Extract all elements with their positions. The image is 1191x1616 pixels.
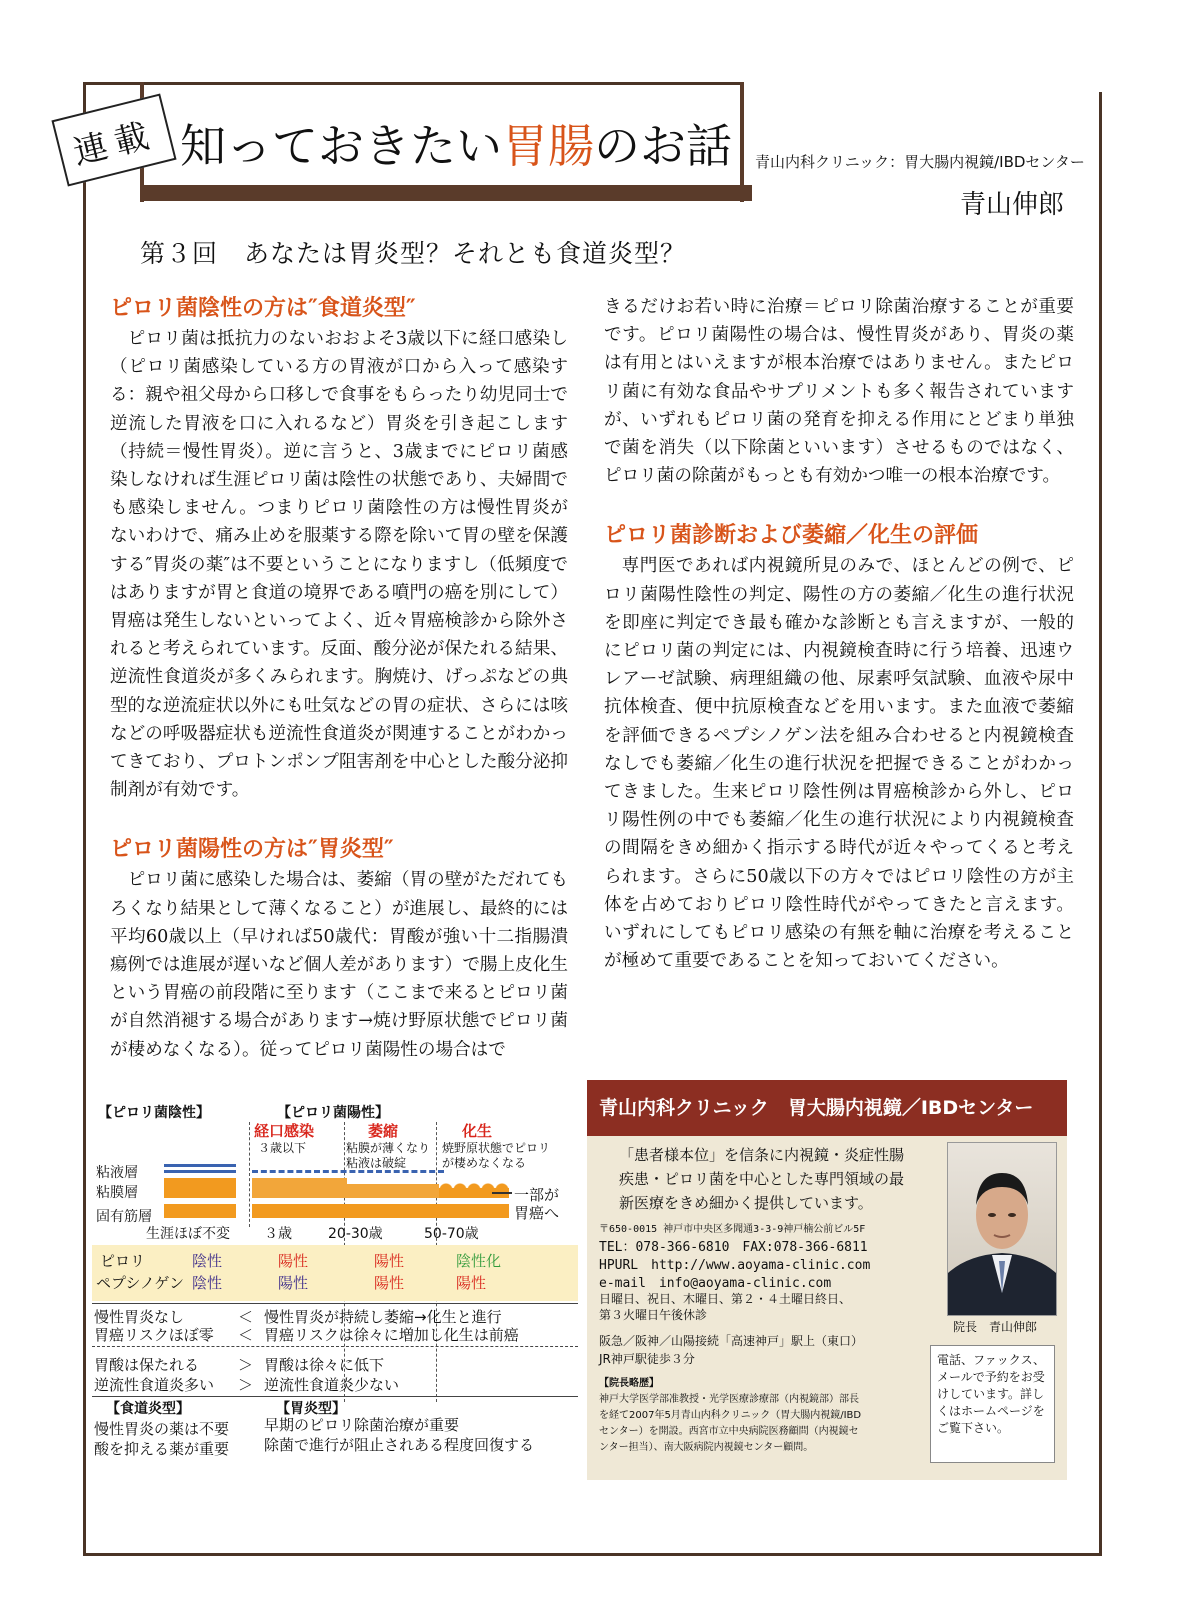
age-3: ３歳 — [264, 1226, 292, 1242]
neg-pylori: 陰性 — [192, 1252, 223, 1270]
series-tag: 連載 — [51, 93, 176, 186]
s2-pylori: 陽性 — [374, 1252, 405, 1270]
issue-title: 第３回 あなたは胃炎型？それとも食道炎型？ — [140, 239, 687, 268]
clinic-desc-1: 「患者様本位」を信条に内視鏡・炎症性腸 — [619, 1146, 905, 1164]
cmp4-sign: ＞ — [238, 1376, 254, 1394]
type-r2: 除菌で進行が阻止されある程度回復する — [264, 1436, 535, 1454]
s1-pylori: 陽性 — [278, 1252, 309, 1270]
separator-2 — [92, 1346, 578, 1348]
layer-muscle-label: 固有筋層 — [96, 1209, 152, 1225]
type-r1: 早期のピロリ除菌治療が重要 — [264, 1416, 460, 1434]
portrait-icon — [948, 1143, 1056, 1315]
layer-mucus-label: 粘液層 — [96, 1165, 138, 1181]
clinic-access-1: 阪急／阪神／山陽接続「高速神戸」駅上（東口） — [599, 1334, 864, 1348]
clinic-address: 〒650-0015 神戸市中央区多聞通3-3-9神戸楠公前ビル5F — [599, 1224, 866, 1235]
cmp3-right: 胃酸は徐々に低下 — [264, 1356, 385, 1374]
age-20-30: 20-30歳 — [328, 1226, 383, 1242]
cancer-label-1: 一部が — [514, 1186, 560, 1204]
title-box-right-border — [740, 82, 744, 202]
bio-header: 【院長略歴】 — [599, 1378, 659, 1389]
photo-caption: 院長 青山伸郎 — [953, 1320, 1038, 1334]
clinic-url: HPURL http://www.aoyama-clinic.com — [599, 1258, 871, 1273]
pos-mucus-dashed — [252, 1170, 444, 1177]
neg-mucus-line-1 — [164, 1164, 236, 1167]
bio-line-4: ンター担当）、南大阪病院内視鏡センター顧問。 — [599, 1442, 814, 1453]
cmp4-right: 逆流性食道炎少ない — [264, 1376, 400, 1394]
cancer-arrow — [492, 1192, 512, 1194]
cmp3-left: 胃酸は保たれる — [94, 1356, 200, 1374]
title-post: のお話 — [594, 119, 732, 173]
right-column — [604, 293, 1074, 975]
cmp3-sign: ＞ — [238, 1356, 254, 1374]
clinic-tel: TEL：078-366-6810 FAX:078-366-6811 — [599, 1240, 868, 1255]
bio-line-1: 神戸大学医学部准教授・光学医療診療部（内視鏡部）部長 — [599, 1394, 859, 1405]
pos-muscle — [252, 1204, 509, 1218]
director-photo — [947, 1142, 1057, 1316]
cancer-label-2: 胃癌へ — [514, 1204, 560, 1222]
type-l2: 酸を抑える薬が重要 — [94, 1440, 230, 1458]
separator-3 — [92, 1396, 578, 1397]
clinic-subtitle: 青山内科クリニック：胃大腸内視鏡/IBDセンター — [755, 153, 1085, 171]
row-pylori-label: ピロリ — [100, 1252, 146, 1270]
pos-header: 【ピロリ菌陽性】 — [277, 1105, 389, 1121]
s2-pepsinogen: 陽性 — [374, 1274, 405, 1292]
neg-pepsinogen: 陰性 — [192, 1274, 223, 1292]
layer-mucosa-label: 粘膜層 — [96, 1185, 138, 1201]
metaplasia-bumps — [439, 1180, 509, 1190]
row-pepsinogen-label: ペプシノゲン — [96, 1274, 185, 1292]
title-accent: 胃腸 — [502, 119, 594, 173]
clinic-closed-2: 第３火曜日午後休診 — [599, 1308, 708, 1322]
clinic-box-header: 青山内科クリニック 胃大腸内視鏡／IBDセンター — [587, 1080, 1067, 1136]
type-gastritis: 【胃炎型】 — [276, 1401, 346, 1417]
s3-pepsinogen: 陽性 — [456, 1274, 487, 1292]
cmp2-right: 胃癌リスクは徐々に増加し化生は前癌 — [264, 1326, 519, 1344]
stage-metaplasia: 化生 — [462, 1122, 493, 1140]
cmp2-left: 胃癌リスクほぼ零 — [94, 1326, 214, 1344]
left-column — [110, 293, 568, 1064]
section-heading-negative: ピロリ菌陰性の方は″食道炎型″ — [110, 296, 416, 321]
paragraph-diagnosis: 専門医であれば内視鏡所見のみで、ほとんどの例で、ピロリ菌陽性陰性の判定、陽性の方の萎縮／化生の進行状況を即座に判定でき最も確かな診断とも言えますが、一般的にピロリ菌の判定には、内視鏡検査時に行う培養、迅速ウレアーゼ試験、病理組織の他、尿素呼気試験、血液や尿中抗体検査、便中抗原検査などを用います。また血液で萎縮を評価できるペプシノゲン法を組み合わせると内視鏡検査なしでも萎縮／化生の進行状況を把握できることがわかってきました。生来ピロリ陰性例は胃癌検診から外し、ピロリ陽性例の中でも萎縮／化生の進行状況により内視鏡検査の間隔をきめ細かく指示する時代が近々やってくると考えられます。さらに50歳以下の方々ではピロリ陰性の方が主体を占めておりピロリ陰性時代がやってきたと言えます。いずれにしてもピロリ感染の有無を軸に治療を考えることが極めて重要であることを知っておいてください。 — [604, 556, 1074, 972]
series-title — [180, 110, 732, 176]
paragraph-negative: ピロリ菌は抵抗力のないおおよそ3歳以下に経口感染し（ピロリ菌感染している方の胃液が口から入って感染する：親や祖父母から口移しで食事をもらったり幼児同士で逆流した胃液を口に入れるなど）胃炎を引き起こします（持続＝慢性胃炎）。逆に言うと、3歳までにピロリ菌感染しなければ生涯ピロリ菌は陰性の状態であり、夫婦間でも感染しません。つまりピロリ菌陰性の方は慢性胃炎がないわけで、痛み止めを服薬する際を除いて胃の壁を保護する″胃炎の薬″は不要ということになりますし（低頻度ではありますが胃と食道の境界である噴門の癌を別にして）胃癌は発生しないといってよく、近々胃癌検診から除外されると考えられています。反面、酸分泌が保たれる結果、逆流性食道炎が多くみられます。胸焼け、げっぷなどの典型的な逆流症状以外にも吐気などの胃の症状、さらには咳などの呼吸器症状も逆流性食道炎が関連することがわかってきており、プロトンポンプ阻害剤を中心とした酸分泌抑制剤が有効です。 — [110, 329, 568, 801]
age-neg: 生涯ほぼ不変 — [146, 1226, 230, 1242]
reservation-note: 電話、ファックス、メールで予約をお受けしています。詳しくはホームページをご覧下さい。 — [930, 1345, 1055, 1463]
cmp1-sign: ＜ — [238, 1308, 254, 1326]
stage-atrophy: 萎縮 — [368, 1122, 399, 1140]
s3-pylori: 陰性化 — [456, 1252, 502, 1270]
neg-mucus-line-2 — [164, 1170, 236, 1173]
separator-1 — [92, 1303, 578, 1304]
cmp1-right: 慢性胃炎が持続し萎縮→化生と進行 — [264, 1308, 502, 1326]
author-name: 青山伸郎 — [960, 190, 1065, 220]
cmp1-left: 慢性胃炎なし — [94, 1308, 185, 1326]
header-gap — [744, 82, 1102, 92]
stage-infection-sub: ３歳以下 — [258, 1141, 307, 1155]
bio-line-3: センター）を開設。西宮市立中央病院医務顧問（内視鏡セ — [599, 1426, 859, 1437]
pos-mucosa-atrophic — [347, 1184, 439, 1198]
stage-atrophy-sub2: 粘液は破綻 — [346, 1156, 407, 1170]
title-underline-bar — [140, 185, 752, 201]
cmp2-sign: ＜ — [238, 1326, 254, 1344]
clinic-desc-3: 新医療をきめ細かく提供しています。 — [619, 1194, 873, 1212]
stage-atrophy-sub: 粘膜が薄くなり — [346, 1141, 431, 1155]
pylori-diagram — [92, 1102, 578, 1477]
paragraph-positive: ピロリ菌に感染した場合は、萎縮（胃の壁がただれてもろくなり結果として薄くなること）が進展し、最終的には平均60歳以上（早ければ50歳代：胃酸が強い十二指腸潰瘍例では進展が遅いなど個人差があります）で腸上皮化生という胃癌の前段階に至ります（ここまで来るとピロリ菌が自然消褪する場合があります→焼け野原状態でピロリ菌が棲めなくなる）。従ってピロリ菌陽性の場合はで — [110, 870, 568, 1060]
section-heading-positive: ピロリ菌陽性の方は″胃炎型″ — [110, 837, 394, 863]
stage-metaplasia-sub: 焼野原状態でピロリ — [442, 1141, 551, 1155]
s1-pepsinogen: 陽性 — [278, 1274, 309, 1292]
type-l1: 慢性胃炎の薬は不要 — [94, 1420, 230, 1438]
clinic-access-2: JR神戸駅徒歩３分 — [599, 1352, 695, 1366]
clinic-email: e-mail info@aoyama-clinic.com — [599, 1276, 832, 1291]
stage-infection: 経口感染 — [254, 1122, 315, 1140]
paragraph-continued: きるだけお若い時に治療＝ピロリ除菌治療することが重要です。ピロリ菌陽性の場合は、慢性胃炎があり、胃炎の薬は有用とはいえますが根本治療ではありません。またピロリ菌に有効な食品やサプリメントも多く報告されていますが、いずれもピロリ菌の発育を抑える作用にとどまり単独で菌を消失（以下除菌といいます）させるものではなく、ピロリ菌の除菌がもっとも有効かつ唯一の根本治療です。 — [604, 297, 1074, 487]
neg-header: 【ピロリ菌陰性】 — [98, 1105, 210, 1121]
clinic-desc-2: 疾患・ピロリ菌を中心とした専門領域の最 — [619, 1170, 905, 1188]
age-50-70: 50-70歳 — [424, 1226, 479, 1242]
cmp4-left: 逆流性食道炎多い — [94, 1376, 215, 1394]
neg-muscle — [164, 1204, 236, 1218]
bio-line-2: を経て2007年5月青山内科クリニック（胃大腸内視鏡/IBD — [599, 1410, 862, 1421]
section-heading-diagnosis: ピロリ菌診断および萎縮／化生の評価 — [604, 523, 979, 549]
type-esophagitis: 【食道炎型】 — [106, 1401, 190, 1417]
title-pre: 知っておきたい — [180, 119, 502, 173]
stage-metaplasia-sub2: が棲めなくなる — [442, 1156, 527, 1170]
neg-mucosa — [164, 1178, 236, 1198]
clinic-info-box — [587, 1080, 1067, 1480]
pos-mucosa-inflamed — [252, 1178, 347, 1198]
clinic-closed-1: 日曜日、祝日、木曜日、第２・４土曜日終日、 — [599, 1292, 852, 1306]
stage-divider-1 — [249, 1122, 250, 1227]
